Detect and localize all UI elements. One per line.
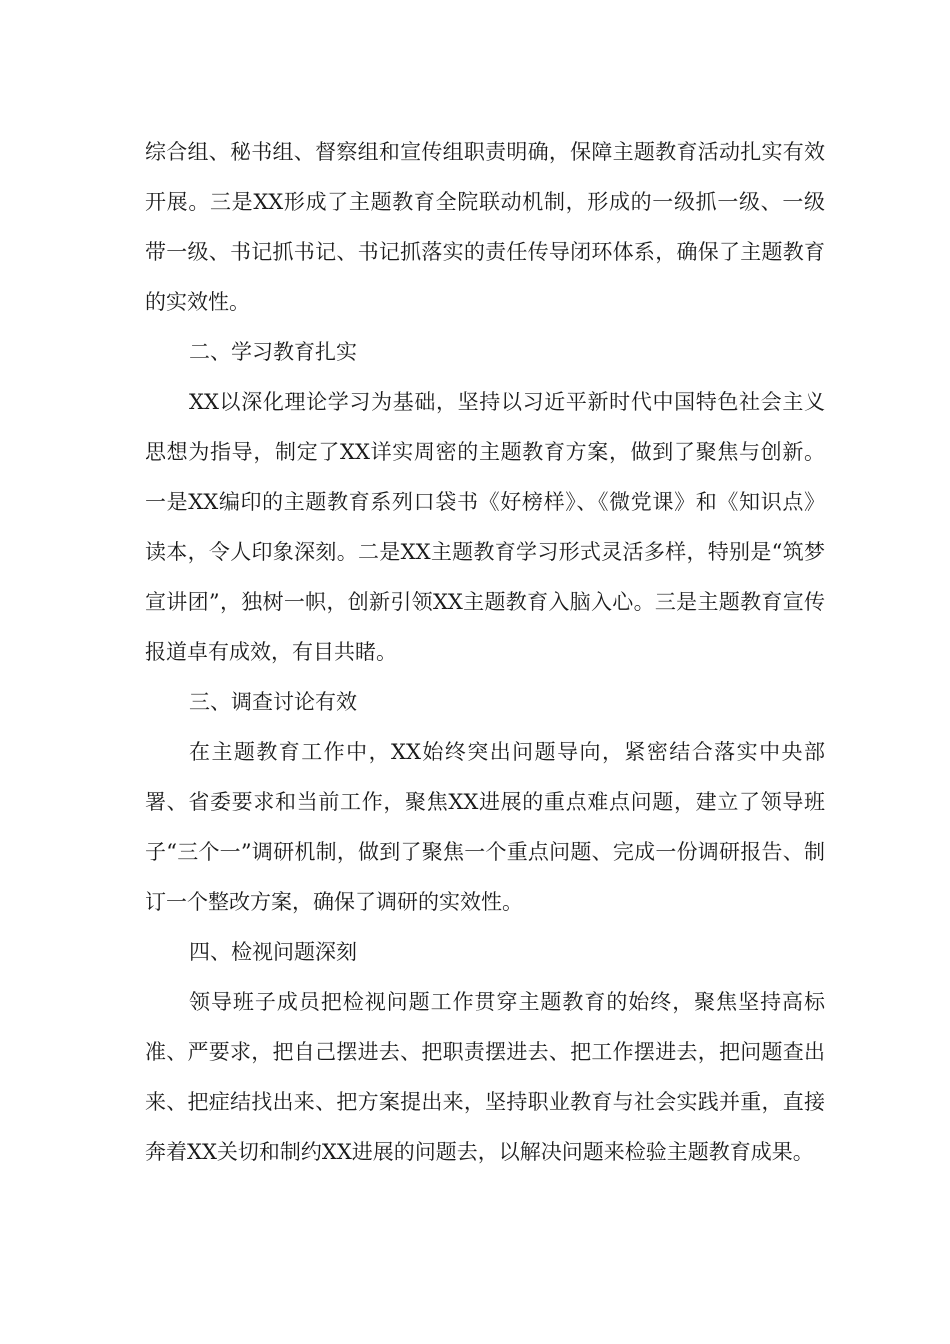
section-heading-inspection: 四、检视问题深刻 xyxy=(189,940,357,964)
paragraph-inspection: 领导班子成员把检视问题工作贯穿主题教育的始终，聚焦坚持高标准、严要求，把自己摆进去、把职责摆进去、把工作摆进去，把问题查出来、把症结找出来、把方案提出来，坚持职业教育与社会实践并重，直接奔着XX关切和制约XX进展的问题去，以解决问题来检验主题教育成果。 xyxy=(145,990,825,1164)
section-heading-study: 二、学习教育扎实 xyxy=(189,340,357,364)
paragraph-study: XX以深化理论学习为基础，坚持以习近平新时代中国特色社会主义思想为指导，制定了XX详实周密的主题教育方案，做到了聚焦与创新。一是XX编印的主题教育系列口袋书《好榜样》、《微党课》和《知识点》读本，令人印象深刻。二是XX主题教育学习形式灵活多样，特别是“筑梦宣讲团”，独树一帜，创新引领XX主题教育入脑入心。三是主题教育宣传报道卓有成效，有目共睹。 xyxy=(145,390,825,664)
paragraph-research: 在主题教育工作中，XX始终突出问题导向，紧密结合落实中央部署、省委要求和当前工作，聚焦XX进展的重点难点问题，建立了领导班子“三个一”调研机制，做到了聚焦一个重点问题、完成一份调研报告、制订一个整改方案，确保了调研的实效性。 xyxy=(145,740,825,914)
section-heading-research: 三、调查讨论有效 xyxy=(189,690,357,714)
paragraph-continuation: 综合组、秘书组、督察组和宣传组职责明确，保障主题教育活动扎实有效开展。三是XX形成了主题教育全院联动机制，形成的一级抓一级、一级带一级、书记抓书记、书记抓落实的责任传导闭环体系，确保了主题教育的实效性。 xyxy=(145,140,825,314)
document-body xyxy=(145,127,825,1177)
